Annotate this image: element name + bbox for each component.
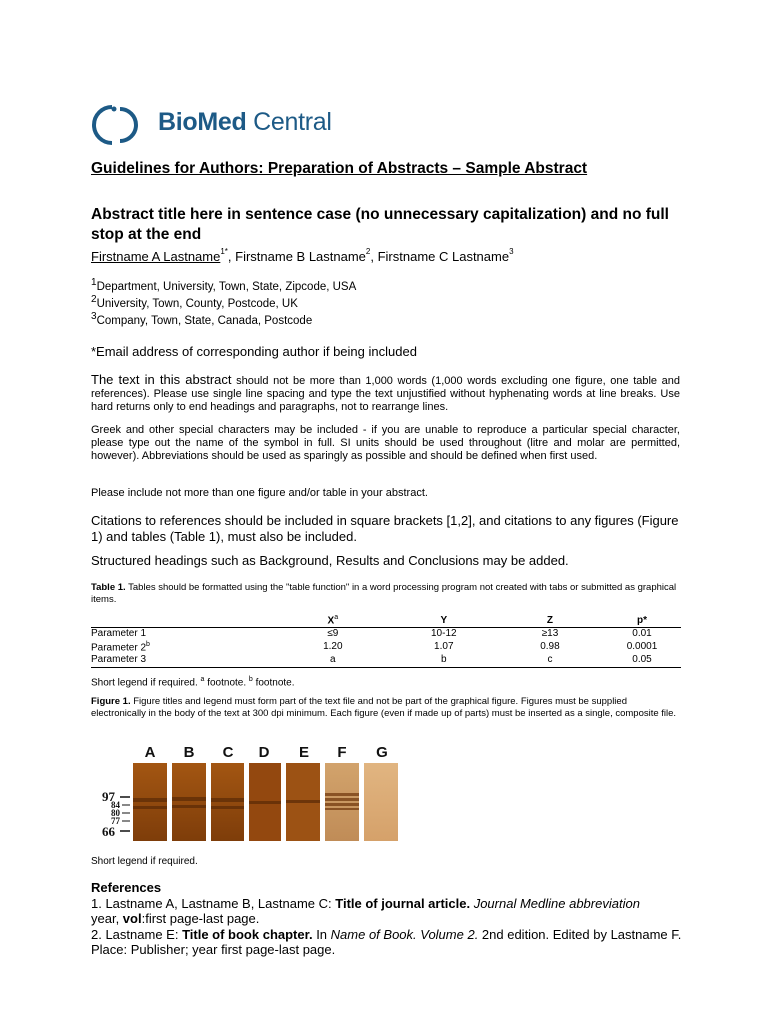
lane-label: D (258, 744, 270, 761)
table-header (91, 614, 275, 628)
ref-vol: vol (122, 911, 142, 926)
legend-sup: b (248, 676, 253, 683)
ref-text: In (312, 926, 331, 942)
author-b: , Firstname B Lastname (227, 249, 366, 264)
lane-label: A (144, 744, 156, 761)
figure-caption-label: Figure 1. (91, 696, 131, 707)
table-header: p* (603, 614, 681, 628)
parameter-table (91, 614, 681, 668)
paragraph-4: Citations to references should be included in square brackets [1,2], and citations to any figures (Figure 1) and tables (Table 1), must also be included. (91, 513, 679, 544)
paragraph-lead: The text in this abstract (91, 372, 232, 387)
row-name: Parameter 3 (91, 653, 147, 665)
ref-text: 2. Lastname E: (91, 926, 183, 942)
corresponding-author: Firstname A Lastname (91, 249, 221, 264)
table-caption-text: Tables should be formatted using the "table function" in a word processing program not created with tabs or submitted as graphical items. (91, 582, 677, 605)
table-header-row (91, 614, 681, 628)
table-legend (91, 676, 295, 688)
ref-text: 2nd edition. Edited by Lastname F. Place: Publisher; year first page-last page. (91, 926, 682, 957)
affiliation-1 (91, 277, 357, 293)
legend-text: Short legend if required. (91, 677, 201, 689)
affiliation-text: Company, Town, State, Canada, Postcode (96, 315, 313, 327)
table-cell (91, 654, 275, 668)
row-sup: b (146, 641, 150, 649)
abstract-title: Abstract title here in sentence case (no unnecessary capitalization) and no full stop at the end (91, 206, 669, 243)
logo-wordmark (158, 105, 332, 139)
affiliation-3 (91, 311, 313, 327)
ref-text: :first page-last page. (141, 911, 260, 926)
table-row (91, 654, 681, 668)
paragraph-3: Please include not more than one figure and/or table in your abstract. (91, 487, 428, 499)
table-cell: 1.07 (434, 640, 454, 652)
lane-label: F (337, 744, 347, 761)
table-caption (91, 582, 681, 606)
author-sup: 2 (365, 247, 371, 256)
marker-label: 66 (102, 824, 115, 839)
table-cell: 0.01 (632, 628, 652, 640)
affiliation-num: 2 (91, 294, 97, 305)
table-cell (91, 639, 275, 653)
gel-image (92, 743, 402, 843)
paragraph-text: should not be more than 1,000 words (1,000 words excluding one figure, one table and references). Please use single line spacing and type the text unjustified without hyphenating words at line breaks. Use hard returns only to end headings and paragraphs, not to rearrange lines. (91, 375, 680, 413)
author-list (91, 249, 514, 264)
references-heading: References (91, 880, 162, 895)
gel-figure (92, 743, 402, 843)
gel-lane (325, 763, 359, 841)
logo-mark-icon (90, 103, 150, 147)
table-row (91, 639, 681, 653)
table-cell: c (497, 654, 603, 668)
table-cell: 1.20 (323, 640, 343, 652)
table-cell: ≤9 (327, 628, 339, 640)
table-cell: 0.98 (540, 640, 560, 652)
row-name: Parameter 1 (91, 628, 147, 640)
affiliation-num: 1 (91, 277, 97, 288)
paragraph-1 (91, 373, 680, 414)
legend-text: footnote. (204, 677, 249, 689)
affiliation-2 (91, 294, 298, 310)
marker-label: 97 (102, 789, 115, 804)
lane-label: E (298, 744, 310, 761)
ref-book: Name of Book. Volume 2. (330, 926, 479, 942)
guidelines-title: Guidelines for Authors: Preparation of Abstracts – Sample Abstract (91, 160, 588, 177)
paragraph-2: Greek and other special characters may be included - if you are unable to reproduce a particular special character, please type out the name of the symbol in full. SI units should be used throughout (litre and molar are permitted, however). Abbreviations should be used as sparingly as possible and should be defined when first used. (91, 424, 680, 462)
figure-caption (91, 696, 683, 720)
lane-label: C (222, 744, 234, 761)
author-c: , Firstname C Lastname (370, 249, 510, 264)
reference-1 (91, 896, 691, 927)
marker-label: 80 (111, 808, 120, 818)
table-header: Y (391, 614, 497, 628)
biomed-central-logo (90, 103, 350, 147)
figure-caption-text: Figure titles and legend must form part of the text file and not be part of the graphical figure. Figures must be supplied electronically in the body of the text at 300 dpi minimum. Each figure (even if made up of parts) must be inserted as a single, composite file. (91, 696, 677, 719)
ref-text: year, (91, 911, 123, 926)
paragraph-5: Structured headings such as Background, Results and Conclusions may be added. (91, 553, 569, 568)
logo-light: Central (246, 108, 332, 136)
table-header (275, 614, 391, 628)
table-header: Z (497, 614, 603, 628)
email-note: *Email address of corresponding author if being included (91, 344, 417, 359)
table-cell: 10-12 (431, 628, 457, 640)
marker-label: 77 (111, 816, 120, 826)
gel-lane (172, 763, 206, 841)
logo-bold: BioMed (158, 108, 247, 136)
header-x-sup: a (334, 614, 339, 621)
author-sup: 3 (509, 247, 514, 256)
reference-2 (91, 927, 691, 958)
table-cell: a (275, 654, 391, 668)
gel-lane (364, 763, 398, 841)
table-row (91, 628, 681, 640)
marker-label: 84 (111, 800, 120, 810)
table-cell (91, 628, 275, 640)
header-x: X (327, 615, 335, 627)
affiliation-text: Department, University, Town, State, Zipcode, USA (96, 281, 357, 293)
legend-text: footnote. (252, 677, 295, 689)
author-sup: 1* (220, 247, 228, 256)
ref-title: Title of book chapter. (182, 926, 313, 942)
table-cell: 0.0001 (626, 640, 658, 652)
table-cell: 0.05 (603, 654, 681, 668)
lane-label: G (376, 744, 388, 761)
ref-title: Title of journal article. (335, 895, 471, 911)
table-cell: b (391, 654, 497, 668)
lane-label: B (183, 744, 195, 761)
affiliation-text: University, Town, County, Postcode, UK (96, 298, 298, 310)
references (91, 880, 691, 958)
ref-text: 1. Lastname A, Lastname B, Lastname C: (91, 895, 336, 911)
row-name: Parameter 2 (91, 642, 147, 654)
affiliation-num: 3 (91, 311, 97, 322)
table-caption-label: Table 1. (91, 582, 126, 593)
ref-journal: Journal Medline abbreviation (470, 895, 640, 911)
figure-legend: Short legend if required. (91, 856, 198, 867)
legend-sup: a (200, 676, 205, 683)
table-cell: ≥13 (541, 628, 559, 640)
